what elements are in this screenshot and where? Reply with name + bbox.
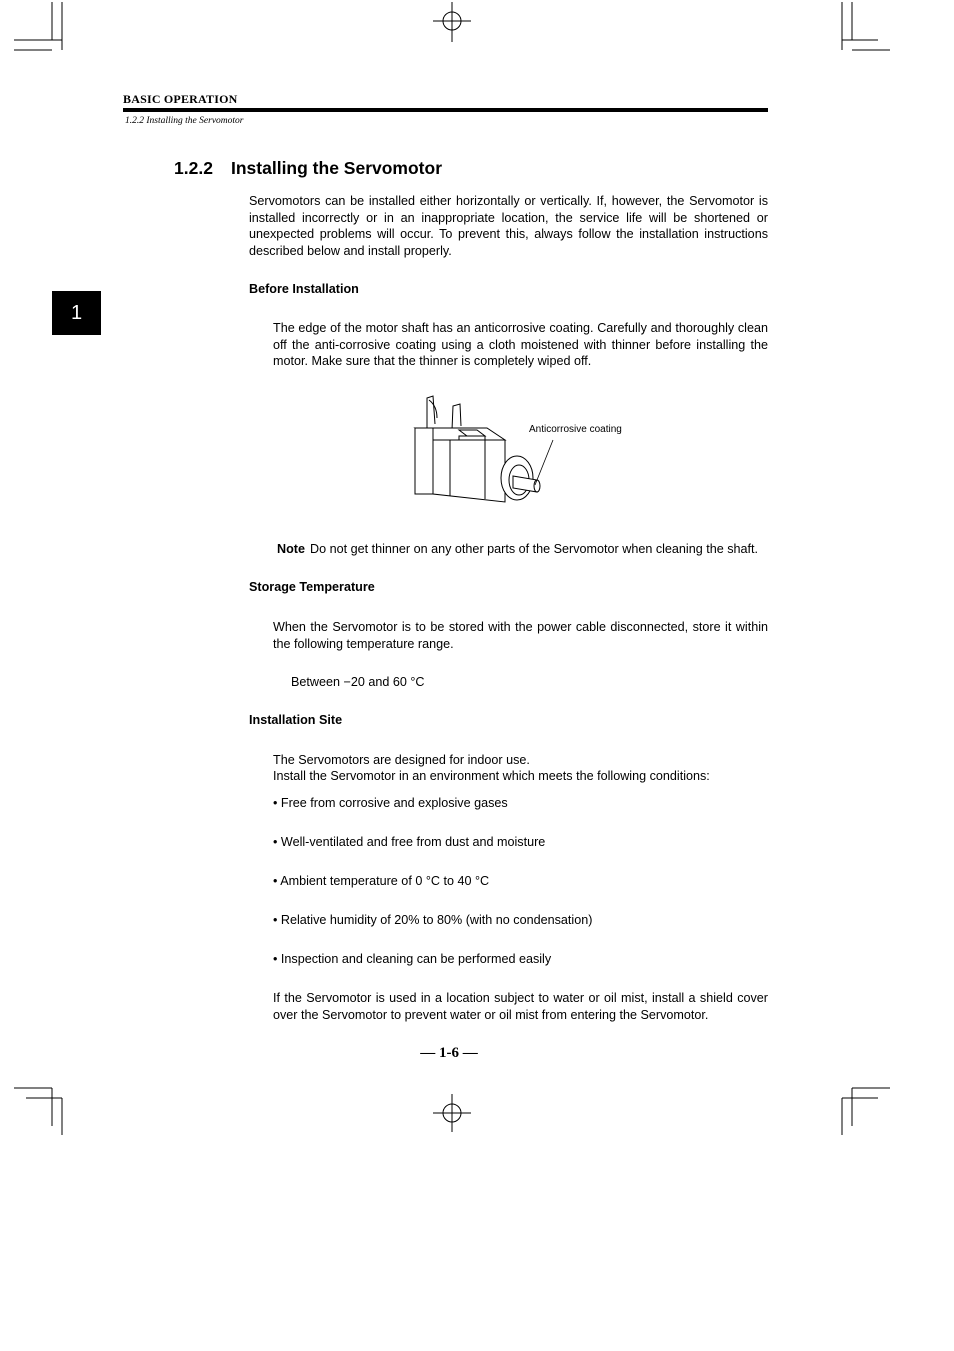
site-line-2: Install the Servomotor in an environment which meets the following conditions:: [273, 769, 710, 783]
heading-installation-site: Installation Site: [249, 713, 343, 727]
running-header-title: BASIC OPERATION: [123, 92, 238, 106]
list-item: • Inspection and cleaning can be performed easily: [273, 952, 552, 966]
storage-range: Between −20 and 60 °C: [291, 675, 425, 689]
section-title-text: Installing the Servomotor: [231, 158, 442, 178]
running-header-subtitle: 1.2.2 Installing the Servomotor: [125, 116, 244, 126]
page-number: — 1-6 —: [420, 1045, 478, 1061]
note: [277, 541, 772, 558]
intro-paragraph: Servomotors can be installed either horizontally or vertically. If, however, the Servomotor is installed incorrectly or in an inappropriate location, the service life will be shortened or unexpected problems will occur. To prevent this, always follow the installation instructions described below and install properly.: [249, 194, 768, 258]
chapter-tab: [52, 291, 101, 335]
list-item: • Well-ventilated and free from dust and moisture: [273, 835, 546, 849]
list-item: • Free from corrosive and explosive gases: [273, 796, 508, 810]
storage-paragraph: When the Servomotor is to be stored with the power cable disconnected, store it within the following temperature range.: [273, 620, 768, 651]
note-text: Do not get thinner on any other parts of the Servomotor when cleaning the shaft.: [310, 542, 759, 556]
before-installation-paragraph: The edge of the motor shaft has an anticorrosive coating. Carefully and thoroughly clean off the anti-corrosive coating using a cloth moistened with thinner before installing the motor. Make sure that the thinner is completely wiped off.: [273, 321, 768, 368]
list-item: • Relative humidity of 20% to 80% (with no condensation): [273, 913, 593, 927]
header-rule: [123, 108, 768, 112]
note-label: Note: [277, 542, 305, 556]
section-number: 1.2.2: [174, 158, 213, 178]
site-closing-paragraph: If the Servomotor is used in a location subject to water or oil mist, install a shield cover over the Servomotor to prevent water or oil mist from entering the Servomotor.: [273, 991, 768, 1022]
figure-label-anticorrosive-coating: Anticorrosive coating: [529, 424, 622, 435]
chapter-tab-number: 1: [70, 301, 83, 324]
section-title: [174, 158, 442, 179]
servomotor-figure: [405, 392, 555, 512]
site-line-1: The Servomotors are designed for indoor use.: [273, 753, 530, 767]
heading-before-installation: Before Installation: [249, 282, 359, 296]
list-item: • Ambient temperature of 0 °C to 40 °C: [273, 874, 490, 888]
heading-storage-temperature: Storage Temperature: [249, 580, 375, 594]
